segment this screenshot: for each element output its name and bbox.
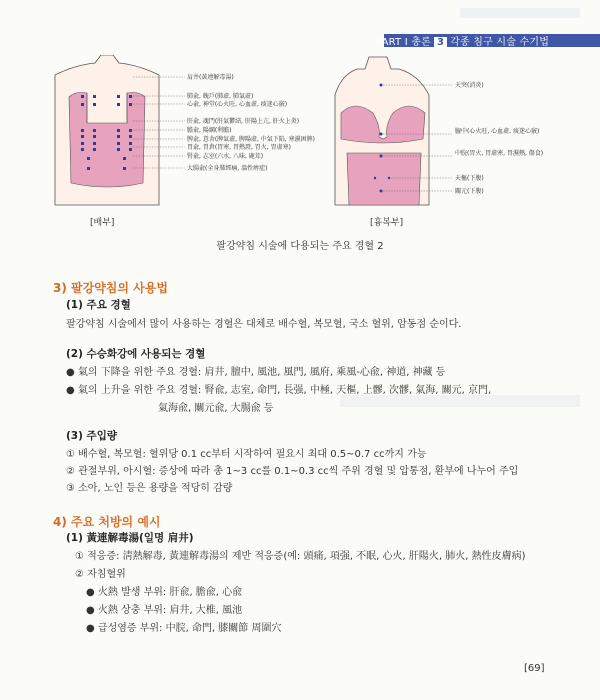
front-figure-label: [흉복부] <box>370 218 404 228</box>
figure-caption: 팔강약침 시술에 다용되는 주요 경혈 2 <box>216 241 384 252</box>
header-part: PART Ⅰ 총론 <box>376 37 431 48</box>
subsection-title: (1) 주요 경혈 <box>66 299 131 311</box>
back-annotation: 肺兪, 魄戶(肺虛, 肺氣虛) <box>187 93 254 100</box>
front-annotation: 中脘(胃火, 胃虛寒, 胃濕熱, 傷食) <box>455 150 544 157</box>
back-annotation: 心兪, 神堂(心火旺, 心血虛, 痰迷心竅) <box>187 101 288 108</box>
front-body-illustration <box>335 57 453 205</box>
list-item: ② 자침혈위 <box>75 569 126 580</box>
back-figure-label: [배부] <box>90 218 115 228</box>
paragraph: 팔강약침 시술에서 많이 사용하는 경혈은 대체로 배수혈, 복모혈, 국소 혈위, 암동점 순이다. <box>66 319 462 330</box>
bleed-through-text <box>340 395 580 407</box>
page-number: [69] <box>524 663 545 674</box>
acupoint-figure <box>35 55 575 225</box>
subsection-title: (1) 黃連解毒湯(일명 肩井) <box>66 532 194 544</box>
running-header <box>376 33 549 48</box>
subsection-title: (2) 수승화강에 사용되는 경혈 <box>66 348 206 360</box>
back-annotation: 肝兪, 魂門(肝氣鬱結, 肝陽上亢, 肝火上炎) <box>187 118 300 125</box>
bleed-through-text <box>460 8 580 18</box>
back-annotation: 大腸兪(全身肺經痛, 溫性痹症) <box>187 165 268 172</box>
list-item: ● 급성염증 부위: 中脘, 命門, 膝關節 周圍穴 <box>86 623 282 634</box>
section-4-title: 4) 주요 처방의 예시 <box>53 515 161 529</box>
back-annotation: 脾兪, 意舍(脾氣虛, 脾陽虛, 中氣下陷, 寒濕困脾) <box>187 136 315 143</box>
front-annotation: 膻中(心火旺, 心血虛, 痰迷心竅) <box>455 128 540 135</box>
list-item: ① 적응증: 淸熱解毒, 黃連解毒湯의 제반 적응증(예: 頭痛, 項强, 不眠, 心火, 肝陽火, 肺火, 熱性皮膚病) <box>75 551 526 562</box>
list-item: ● 火熱 발생 부위: 肝兪, 膽兪, 心兪 <box>86 587 243 598</box>
list-item: ② 관절부위, 아시혈: 증상에 따라 총 1~3 cc를 0.1~0.3 cc씩 주위 경혈 및 압통점, 환부에 나누어 주입 <box>66 466 519 477</box>
back-body-illustration <box>55 55 185 205</box>
list-item-continuation: 氣海兪, 關元兪, 大腸兪 등 <box>158 403 274 414</box>
subsection-title: (3) 주입량 <box>66 430 117 442</box>
list-item: ● 氣의 下降을 위한 주요 경혈: 肩井, 膻中, 風池, 風門, 風府, 乘風-心兪, 神道, 神藏 등 <box>66 367 446 378</box>
header-chapter-title: 각종 침구 시술 수기법 <box>450 37 550 48</box>
section-3-title: 3) 팔강약침의 사용법 <box>53 281 168 295</box>
list-item: ● 火熱 상충 부위: 肩井, 大椎, 風池 <box>86 605 243 616</box>
front-annotation: 關元(下腹) <box>455 188 484 195</box>
back-annotation: 肩井(黃連解毒湯) <box>187 74 234 81</box>
front-annotation: 天樞(下腹) <box>455 175 484 182</box>
back-annotation: 腎兪, 志室(六水, 八味, 鹿茸) <box>187 153 264 160</box>
back-annotation: 胃兪, 胃倉(胃寒, 胃熱證, 胃火, 胃虛寒) <box>187 144 291 151</box>
list-item: ③ 소아, 노인 등은 용량을 적당히 감량 <box>66 483 233 494</box>
list-item: ① 배수혈, 복모혈: 혈위당 0.1 cc부터 시작하여 필요시 최대 0.5~0.7 cc까지 가능 <box>66 449 427 460</box>
back-annotation: 膽兪, 陽綱(利膽) <box>187 127 232 134</box>
front-annotation: 天突(消炎) <box>455 82 484 89</box>
chapter-number-badge: 3 <box>434 37 447 48</box>
list-item: ● 氣의 上升을 위한 주요 경혈: 腎兪, 志室, 命門, 長强, 中極, 天樞, 上髎, 次髎, 氣海, 關元, 京門, <box>66 385 492 396</box>
